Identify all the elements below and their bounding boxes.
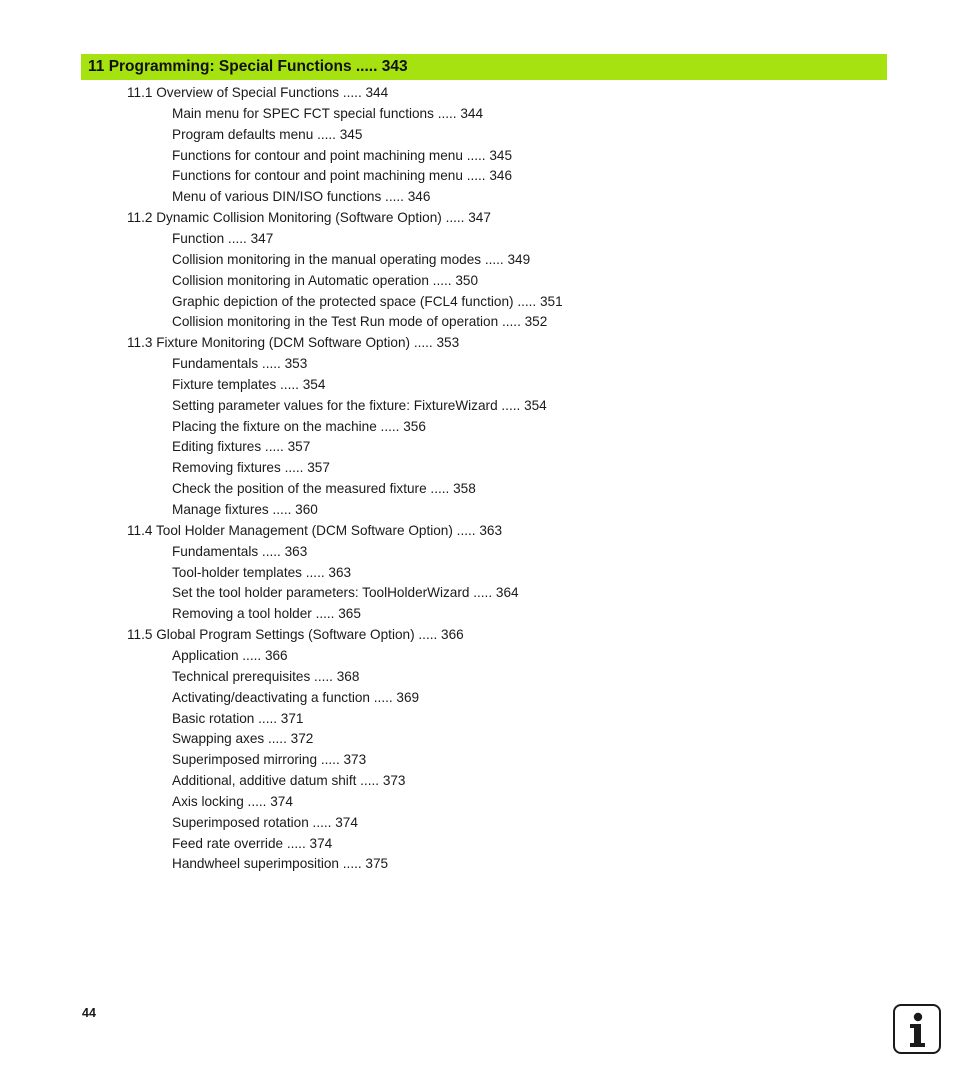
toc-subsection-entry[interactable]: Axis locking ..... 374 <box>172 793 293 809</box>
toc-subsection-entry[interactable]: Functions for contour and point machining menu ..... 346 <box>172 168 513 184</box>
toc-subsection-entry[interactable]: Collision monitoring in the Test Run mode of operation ..... 352 <box>172 314 548 330</box>
toc-section-entry[interactable]: 11.3 Fixture Monitoring (DCM Software Option) ..... 353 <box>127 335 460 351</box>
toc-subsection-entry[interactable]: Handwheel superimposition ..... 375 <box>172 856 389 872</box>
toc-subsection-entry[interactable]: Swapping axes ..... 372 <box>172 731 314 747</box>
page-number: 44 <box>82 1006 96 1020</box>
toc-subsection-entry[interactable]: Fixture templates ..... 354 <box>172 376 326 392</box>
toc-section-entry[interactable]: 11.2 Dynamic Collision Monitoring (Software Option) ..... 347 <box>127 210 491 226</box>
toc-subsection-entry[interactable]: Collision monitoring in the manual operating modes ..... 349 <box>172 251 531 267</box>
toc-subsection-entry[interactable]: Main menu for SPEC FCT special functions ..... 344 <box>172 105 484 121</box>
toc-subsection-entry[interactable]: Fundamentals ..... 353 <box>172 356 308 372</box>
toc-section-entry[interactable]: 11.4 Tool Holder Management (DCM Software Option) ..... 363 <box>127 522 503 538</box>
toc-subsection-entry[interactable]: Set the tool holder parameters: ToolHolderWizard ..... 364 <box>172 585 519 601</box>
toc-subsection-entry[interactable]: Manage fixtures ..... 360 <box>172 502 318 517</box>
toc-subsection-entry[interactable]: Superimposed rotation ..... 374 <box>172 814 358 830</box>
toc-subsection-entry[interactable]: Tool-holder templates ..... 363 <box>172 564 352 580</box>
toc-subsection-entry[interactable]: Technical prerequisites ..... 368 <box>172 668 360 684</box>
toc-subsection-entry[interactable]: Editing fixtures ..... 357 <box>172 439 311 455</box>
toc-subsection-entry[interactable]: Function ..... 347 <box>172 230 274 246</box>
toc-subsection-entry[interactable]: Fundamentals ..... 363 <box>172 543 308 559</box>
chapter-heading-bar <box>81 54 887 80</box>
toc-subsection-entry[interactable]: Feed rate override ..... 374 <box>172 835 333 851</box>
chapter-title[interactable]: 11 Programming: Special Functions ..... 343 <box>88 58 408 75</box>
toc-subsection-entry[interactable]: Placing the fixture on the machine ..... 356 <box>172 418 426 434</box>
toc-subsection-entry[interactable]: Menu of various DIN/ISO functions ..... 346 <box>172 189 431 205</box>
toc-subsection-entry[interactable]: Functions for contour and point machining menu ..... 345 <box>172 147 513 163</box>
toc-section-entry[interactable]: 11.5 Global Program Settings (Software Option) ..... 366 <box>127 627 464 643</box>
toc-subsection-entry[interactable]: Basic rotation ..... 371 <box>172 710 304 726</box>
toc-subsection-entry[interactable]: Check the position of the measured fixture ..... 358 <box>172 481 476 497</box>
info-icon <box>893 1004 941 1054</box>
toc-subsection-entry[interactable]: Superimposed mirroring ..... 373 <box>172 752 367 768</box>
toc-section-entry[interactable]: 11.1 Overview of Special Functions ..... 344 <box>127 85 389 100</box>
toc-subsection-entry[interactable]: Removing a tool holder ..... 365 <box>172 606 361 622</box>
toc-subsection-entry[interactable]: Graphic depiction of the protected space (FCL4 function) ..... 351 <box>172 293 563 309</box>
toc-subsection-entry[interactable]: Setting parameter values for the fixture: FixtureWizard ..... 354 <box>172 397 547 413</box>
toc-subsection-entry[interactable]: Additional, additive datum shift ..... 373 <box>172 773 406 789</box>
toc-subsection-entry[interactable]: Program defaults menu ..... 345 <box>172 126 363 142</box>
toc-subsection-entry[interactable]: Removing fixtures ..... 357 <box>172 460 330 476</box>
toc-subsection-entry[interactable]: Activating/deactivating a function ..... 369 <box>172 689 420 705</box>
toc-subsection-entry[interactable]: Collision monitoring in Automatic operation ..... 350 <box>172 272 479 288</box>
toc-subsection-entry[interactable]: Application ..... 366 <box>172 647 288 663</box>
